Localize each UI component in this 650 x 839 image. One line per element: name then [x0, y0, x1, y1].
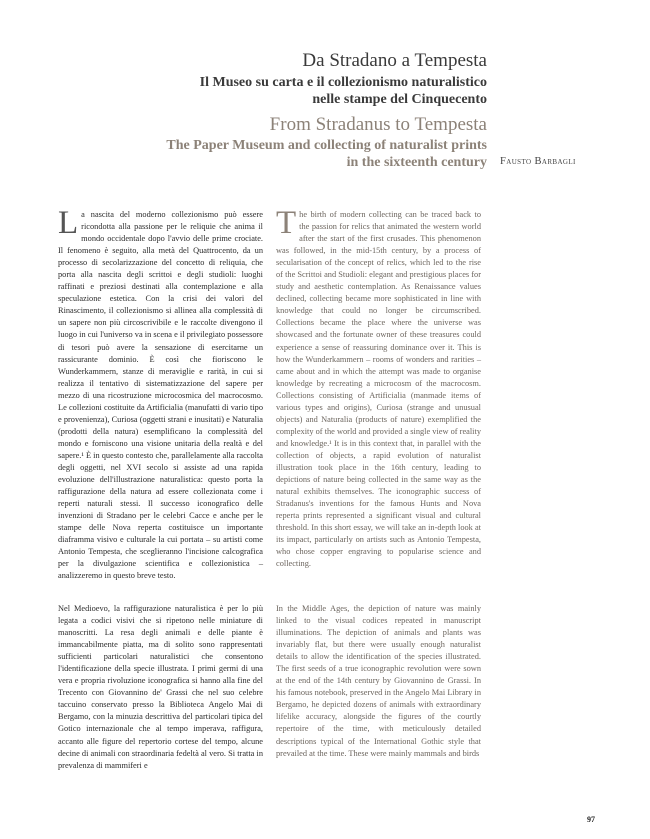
- subtitle-english-line-2: in the sixteenth century: [346, 155, 487, 170]
- english-paragraph-1: he birth of modern collecting can be traced back to the passion for relics that animated the western world after the start of the first crusades. This phenomenon was followed, in the mid-15th century, by a process of secularisation of the concept of relics, which led to the rise of the Scrittoi and Studioli: elegant and prestigious places for study and aesthetic contemplation. As Renaissance values declined, collecting became more sophisticated in line with knowledge that could no longer be circumscribed. Collections became the place where the universe was showcased and the fortunate owner of these treasures could experience a sense of reassuring dominance over it. This is how the Wunderkammern – rooms of wonders and rarities – came about and in which the attempt was made to organise knowledge by recreating a microcosm of the macrocosm. Collections consisting of Artificialia (manmade items of various types and origins), Curiosa (strange and unusual objects) and Naturalia (products of nature) exemplified the complexity of the world and provided a single view of reality and knowledge.¹ It is in this context that, in parallel with the collection of objects, a rapid evolution of naturalist illustration took place in the 16th century, leading to depictions of nature being collected in the same way as the natural exhibits themselves. The iconographic success of Stradanus's inventions for the famous Hunts and Nova reperta prints represented a significant visual and cultural threshold. In this short essay, we will take an in-depth look at its impact, particularly on artists such as Antonio Tempesta, who chose copper engraving to popularise science and collecting.: [276, 210, 481, 569]
- title-english: From Stradanus to Tempesta: [269, 114, 487, 135]
- subtitle-italian-line-1: Il Museo su carta e il collezionismo naturalistico: [199, 75, 487, 90]
- english-body-column: [276, 603, 481, 760]
- page-number: 97: [587, 815, 595, 824]
- italian-intro-column: [58, 205, 263, 582]
- english-paragraph-2: In the Middle Ages, the depiction of nature was mainly linked to the visual codices repeated in manuscript illuminations. The depiction of animals and plants was invariably flat, but there were usually enough naturalist details to allow the identification of the species illustrated. The first seeds of a true iconographic revolution were sown at the end of the 14th century by Giovannino de Grassi. In his famous notebook, preserved in the Angelo Mai Library in Bergamo, he depicted dozens of animals with extraordinary lifelike accuracy, alongside the figures of the courtly repertoire of the time, with meticulously detailed descriptions typical of the International Gothic style that prevailed at the time. These were mainly mammals and birds: [276, 604, 481, 758]
- author-name: Fausto Barbagli: [500, 156, 576, 167]
- subtitle-italian: [200, 74, 487, 108]
- subtitle-english-line-1: The Paper Museum and collecting of naturalist prints: [166, 138, 487, 153]
- subtitle-italian-line-2: nelle stampe del Cinquecento: [312, 92, 487, 107]
- italian-paragraph-2: Nel Medioevo, la raffigurazione naturalistica è per lo più legata a codici visivi che si ripetono nelle miniature di manoscritti. La resa degli animali e delle piante è immancabilmente piatta, ma di solito sono rappresentati sufficienti particolari naturalistici che consentono l'identificazione della specie illustrata. I primi germi di una vera e propria rivoluzione iconografica si hanno alla fine del Trecento con Giovannino de' Grassi che nel suo celebre taccuino conservato presso la Biblioteca Angelo Mai di Bergamo, con la minuzia descrittiva del particolari tipica del Gotico internazionale che al tempo imperava, raffigura, accanto alle figure del repertorio cortese del tempo, alcune decine di animali con straordinaria fedeltà al vero. Si tratta in prevalenza di mammiferi e: [58, 604, 263, 770]
- drop-cap-english: T: [276, 205, 297, 241]
- subtitle-english: [166, 137, 487, 171]
- italian-body-column: [58, 603, 263, 772]
- title-italian: Da Stradano a Tempesta: [302, 50, 487, 71]
- english-intro-column: [276, 205, 481, 570]
- italian-paragraph-1: a nascita del moderno collezionismo può essere ricondotta alla passione per le reliquie che anima il mondo occidentale dopo l'avvio delle prime crociate. Il fenomeno è seguito, alla metà del Quattrocento, da un processo di secolarizzazione del concetto di reliquia, che porta alla nascita degli scrittoi e degli studioli: luoghi raffinati e preziosi destinati alla contemplazione e alla speculazione estetica. Con la crisi dei valori del Rinascimento, il collezionismo si allinea alla complessità di un sapere non più circoscrivibile e le raccolte divengono il luogo in cui l'universo va in scena e il privilegiato possessore di tesori può avere la sensazione di esercitarne un rassicurante dominio. È così che fioriscono le Wunderkammern, stanze di meraviglie e rarità, in cui si realizza il tentativo di sistematizzazione del sapere per mezzo di una ricostruzione microcosmica del macrocosmo. Le collezioni costituite da Artificialia (manufatti di vario tipo e provenienza), Curiosa (oggetti strani e inusitati) e Naturalia (prodotti della natura) esemplificano la complessità del mondo e forniscono una visione unitaria della realtà e del sapere.¹ È in questo contesto che, parallelamente alla raccolta degli oggetti, nel XVI secolo si assiste ad una rapida evoluzione dell'illustrazione naturalistica: questo porta la raffigurazione della natura ad essere collezionata come i reperti naturali stessi. Il successo iconografico delle invenzioni di Stradano per le celebri Cacce e anche per le stampe delle Nova reperta costituisce un importante diaframma visivo e culturale la cui portata – su artisti come Antonio Tempesta, che sceglieranno l'incisione calcografica per la divulgazione scientifica e collezionistica – analizzeremo in questo breve testo.: [58, 210, 263, 581]
- drop-cap-italian: L: [58, 205, 79, 241]
